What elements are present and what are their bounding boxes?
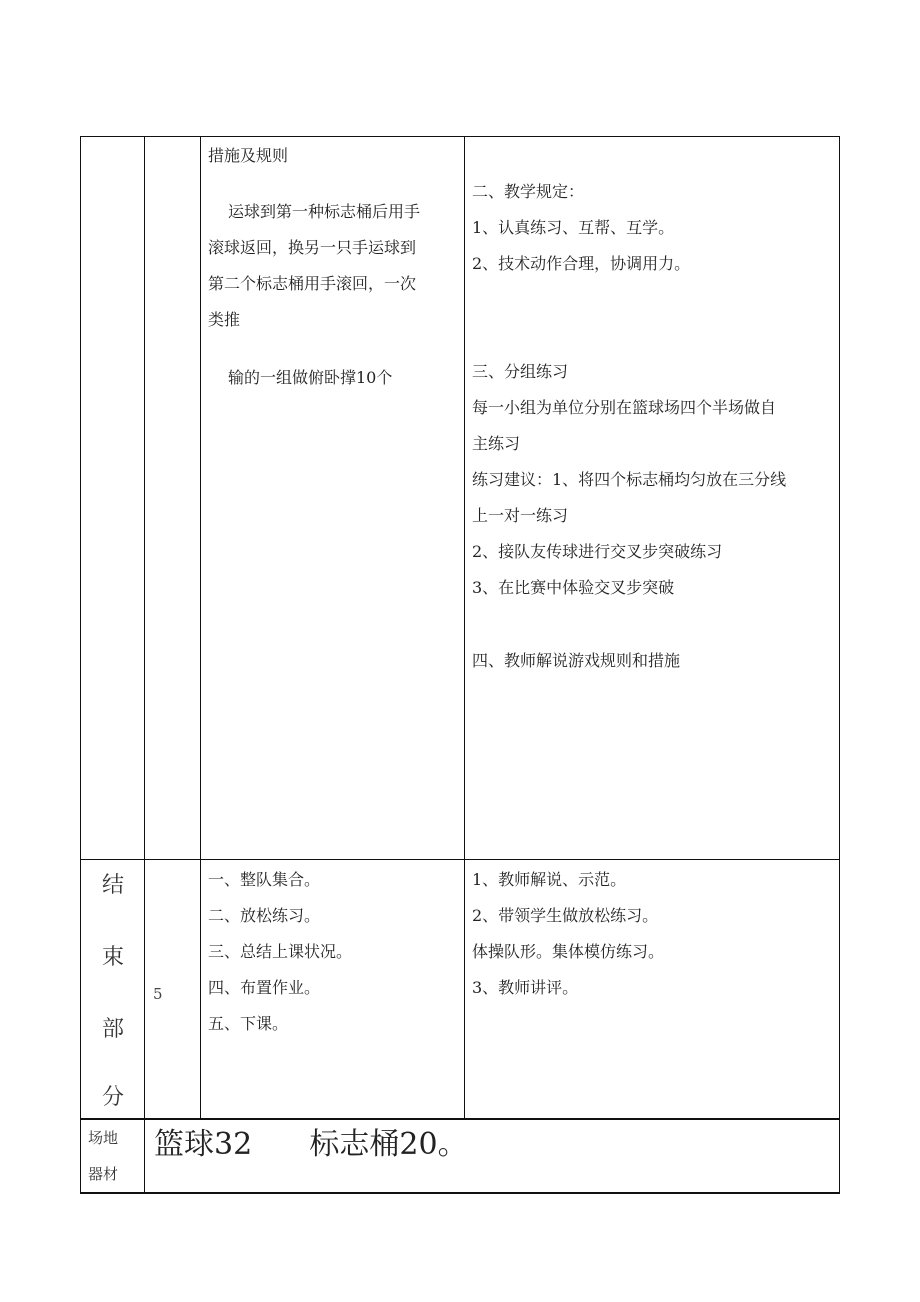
teaching-rule-item: 1、认真练习、互帮、互学。	[472, 218, 675, 237]
group-practice-line: 上一对一练习	[472, 506, 569, 525]
rules-line: 滚球返回，换另一只手运球到	[208, 238, 417, 257]
group-practice-block	[472, 354, 786, 606]
penalty-text	[228, 360, 392, 396]
section-label-char: 部	[101, 1017, 124, 1042]
table-border-left	[80, 136, 81, 1194]
row-divider-1	[80, 859, 840, 860]
organization-cell	[472, 174, 690, 282]
equipment-list: 篮球32 标志桶20。	[154, 1127, 468, 1162]
section-label-char: 分	[101, 1085, 124, 1110]
group-practice-title: 三、分组练习	[472, 362, 569, 381]
rules-line: 类推	[208, 310, 241, 329]
table-border-bottom	[80, 1192, 840, 1194]
ending-org-line: 1、教师解说、示范。	[472, 870, 627, 889]
group-practice-line: 主练习	[472, 434, 521, 453]
ending-org-line: 体操队形。集体模仿练习。	[472, 942, 665, 961]
rules-line: 第二个标志桶用手滚回，一次	[208, 274, 417, 293]
venue-label: 场地	[88, 1129, 119, 1147]
rules-heading: 措施及规则	[208, 146, 289, 165]
ending-org-line: 3、教师讲评。	[472, 978, 579, 997]
group-practice-line: 练习建议：1、将四个标志桶均匀放在三分线	[472, 470, 787, 489]
table-border-top	[80, 136, 840, 137]
group-practice-line: 2、接队友传球进行交叉步突破练习	[472, 542, 723, 561]
equipment-label: 器材	[88, 1165, 119, 1183]
ending-step: 三、总结上课状况。	[208, 942, 353, 961]
row-divider-2	[80, 1118, 840, 1120]
ending-organization-cell	[472, 862, 664, 1006]
table-border-right	[839, 136, 840, 1194]
ending-step: 四、布置作业。	[208, 978, 321, 997]
column-divider-1	[144, 136, 145, 1194]
teacher-explain: 四、教师解说游戏规则和措施	[472, 651, 681, 670]
group-practice-line: 3、在比赛中体验交叉步突破	[472, 578, 675, 597]
ending-step: 二、放松练习。	[208, 906, 321, 925]
ending-org-line: 2、带领学生做放松练习。	[472, 906, 659, 925]
teaching-rules-title: 二、教学规定：	[472, 182, 585, 201]
teaching-rule-item: 2、技术动作合理，协调用力。	[472, 254, 691, 273]
ending-step: 一、整队集合。	[208, 870, 321, 889]
column-divider-3	[464, 136, 465, 1119]
rules-text	[208, 194, 420, 338]
rules-line: 运球到第一种标志桶后用手	[228, 202, 421, 221]
teacher-explain-block	[472, 643, 680, 679]
penalty-line: 输的一组做俯卧撑10个	[228, 368, 393, 387]
ending-step: 五、下课。	[208, 1014, 289, 1033]
group-practice-line: 每一小组为单位分别在篮球场四个半场做自	[472, 398, 777, 417]
column-divider-2	[200, 136, 201, 1119]
ending-content-cell	[208, 862, 352, 1042]
duration-value: 5	[153, 985, 163, 1003]
section-label-char: 束	[101, 945, 124, 970]
section-label-char: 结	[101, 873, 124, 898]
